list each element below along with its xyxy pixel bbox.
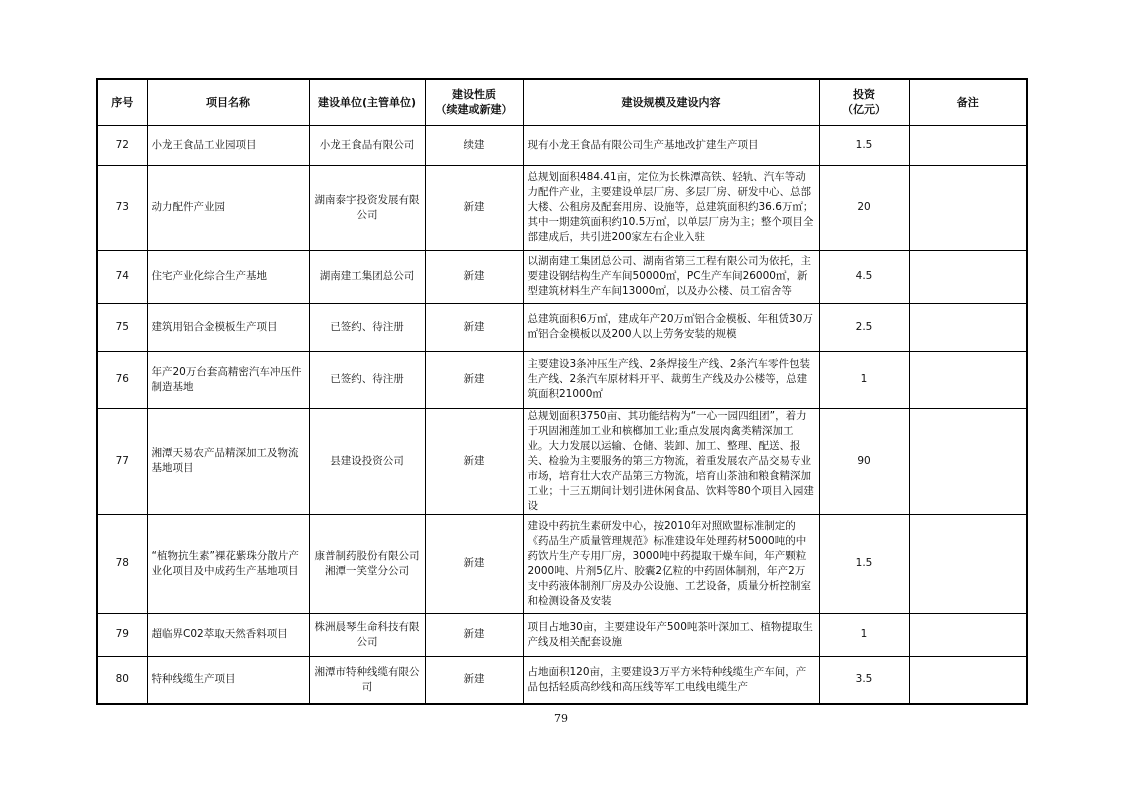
row-project-name: 超临界C02萃取天然香料项目 bbox=[147, 613, 309, 656]
row-project-name: 湘潭天易农产品精深加工及物流基地项目 bbox=[147, 408, 309, 514]
header-investment bbox=[819, 79, 909, 125]
header-investment-line2: （亿元） bbox=[842, 103, 886, 117]
row-investment: 2.5 bbox=[819, 303, 909, 351]
row-nature: 新建 bbox=[425, 250, 523, 303]
row-note bbox=[909, 408, 1027, 514]
table-row bbox=[97, 351, 1027, 408]
row-note bbox=[909, 303, 1027, 351]
row-scale: 总规划面积3750亩、其功能结构为“一心一园四组团”，着力于巩固湘莲加工业和槟榔加工业;重点发展肉禽类精深加工业。大力发展以运输、仓储、装卸、加工、整理、配送、报关、检验为主要服务的第三方物流，着重发展农产品交易专业市场，培育壮大农产品第三方物流，培育山茶油和粮食精深加工业；十三五期间计划引进休闲食品、饮料等80个项目入园建设 bbox=[523, 408, 819, 514]
table-row bbox=[97, 613, 1027, 656]
row-scale: 主要建设3条冲压生产线、2条焊接生产线、2条汽车零件包装生产线、2条汽车原材料开平、裁剪生产线及办公楼等，总建筑面积21000㎡ bbox=[523, 351, 819, 408]
row-investment: 1 bbox=[819, 613, 909, 656]
row-no: 73 bbox=[97, 165, 147, 250]
row-scale: 以湖南建工集团总公司、湖南省第三工程有限公司为依托，主要建设钢结构生产车间50000㎡，PC生产车间26000㎡，新型建筑材料生产车间13000㎡，以及办公楼、员工宿舍等 bbox=[523, 250, 819, 303]
row-unit: 已签约、待注册 bbox=[309, 351, 425, 408]
row-no: 76 bbox=[97, 351, 147, 408]
row-note bbox=[909, 165, 1027, 250]
header-nature-line2: （续建或新建） bbox=[435, 103, 513, 117]
row-unit: 已签约、待注册 bbox=[309, 303, 425, 351]
row-nature: 新建 bbox=[425, 165, 523, 250]
table-row bbox=[97, 250, 1027, 303]
row-project-name: 住宅产业化综合生产基地 bbox=[147, 250, 309, 303]
row-no: 77 bbox=[97, 408, 147, 514]
row-unit: 湘潭市特种线缆有限公司 bbox=[309, 656, 425, 704]
header-project-name: 项目名称 bbox=[147, 79, 309, 125]
row-note bbox=[909, 514, 1027, 613]
header-nature bbox=[425, 79, 523, 125]
row-project-name: 小龙王食品工业园项目 bbox=[147, 125, 309, 165]
row-no: 74 bbox=[97, 250, 147, 303]
row-scale: 现有小龙王食品有限公司生产基地改扩建生产项目 bbox=[523, 125, 819, 165]
row-investment: 20 bbox=[819, 165, 909, 250]
page-number: 79 bbox=[554, 712, 568, 725]
row-scale: 总建筑面积6万㎡，建成年产20万㎡铝合金模板、年租赁30万㎡铝合金模板以及200人以上劳务安装的规模 bbox=[523, 303, 819, 351]
row-unit: 株洲晨琴生命科技有限公司 bbox=[309, 613, 425, 656]
row-no: 78 bbox=[97, 514, 147, 613]
row-nature: 新建 bbox=[425, 351, 523, 408]
row-scale: 项目占地30亩，主要建设年产500吨茶叶深加工、植物提取生产线及相关配套设施 bbox=[523, 613, 819, 656]
row-unit: 湖南建工集团总公司 bbox=[309, 250, 425, 303]
table-row bbox=[97, 165, 1027, 250]
row-no: 79 bbox=[97, 613, 147, 656]
row-project-name: 动力配件产业园 bbox=[147, 165, 309, 250]
row-unit: 县建设投资公司 bbox=[309, 408, 425, 514]
row-investment: 1 bbox=[819, 351, 909, 408]
row-unit: 康普制药股份有限公司湘潭一笑堂分公司 bbox=[309, 514, 425, 613]
row-no: 72 bbox=[97, 125, 147, 165]
table-row bbox=[97, 125, 1027, 165]
header-unit: 建设单位(主管单位) bbox=[309, 79, 425, 125]
header-scale: 建设规模及建设内容 bbox=[523, 79, 819, 125]
row-investment: 4.5 bbox=[819, 250, 909, 303]
row-investment: 3.5 bbox=[819, 656, 909, 704]
row-note bbox=[909, 613, 1027, 656]
header-no: 序号 bbox=[97, 79, 147, 125]
row-nature: 新建 bbox=[425, 613, 523, 656]
row-investment: 1.5 bbox=[819, 514, 909, 613]
row-project-name: 建筑用铝合金模板生产项目 bbox=[147, 303, 309, 351]
row-note bbox=[909, 656, 1027, 704]
table-row bbox=[97, 303, 1027, 351]
row-scale: 建设中药抗生素研发中心，按2010年对照欧盟标准制定的《药品生产质量管理规范》标准建设年处理药材5000吨的中药饮片生产专用厂房，3000吨中药提取干燥车间，年产颗粒2000吨、片剂5亿片、胶囊2亿粒的中药固体制剂，年产2万支中药液体制剂厂房及办公设施、工艺设备，质量分析控制室和检测设备及安装 bbox=[523, 514, 819, 613]
row-scale: 占地面积120亩，主要建设3万平方米特种线缆生产车间，产品包括轻质高纱线和高压线等军工电线电缆生产 bbox=[523, 656, 819, 704]
row-investment: 90 bbox=[819, 408, 909, 514]
header-nature-line1: 建设性质 bbox=[452, 88, 496, 102]
row-project-name: “植物抗生素”裸花紫珠分散片产业化项目及中成药生产基地项目 bbox=[147, 514, 309, 613]
row-project-name: 年产20万台套高精密汽车冲压件制造基地 bbox=[147, 351, 309, 408]
header-note: 备注 bbox=[909, 79, 1027, 125]
row-project-name: 特种线缆生产项目 bbox=[147, 656, 309, 704]
row-no: 80 bbox=[97, 656, 147, 704]
row-nature: 新建 bbox=[425, 303, 523, 351]
row-no: 75 bbox=[97, 303, 147, 351]
row-nature: 新建 bbox=[425, 656, 523, 704]
row-unit: 湖南泰宇投资发展有限公司 bbox=[309, 165, 425, 250]
row-nature: 续建 bbox=[425, 125, 523, 165]
row-nature: 新建 bbox=[425, 408, 523, 514]
row-note bbox=[909, 351, 1027, 408]
table-header-row bbox=[97, 79, 1027, 125]
header-investment-line1: 投资 bbox=[853, 88, 875, 102]
project-table bbox=[96, 78, 1028, 705]
row-nature: 新建 bbox=[425, 514, 523, 613]
table-row bbox=[97, 408, 1027, 514]
row-note bbox=[909, 250, 1027, 303]
table-row bbox=[97, 656, 1027, 704]
row-investment: 1.5 bbox=[819, 125, 909, 165]
table-row bbox=[97, 514, 1027, 613]
row-note bbox=[909, 125, 1027, 165]
row-scale: 总规划面积484.41亩，定位为长株潭高铁、轻轨、汽车等动力配件产业，主要建设单层厂房、多层厂房、研发中心、总部大楼、公租房及配套用房、设施等，总建筑面积约36.6万㎡；其中一期建筑面积约10.5万㎡，以单层厂房为主；整个项目全部建成后，共引进200家左右企业入驻 bbox=[523, 165, 819, 250]
row-unit: 小龙王食品有限公司 bbox=[309, 125, 425, 165]
